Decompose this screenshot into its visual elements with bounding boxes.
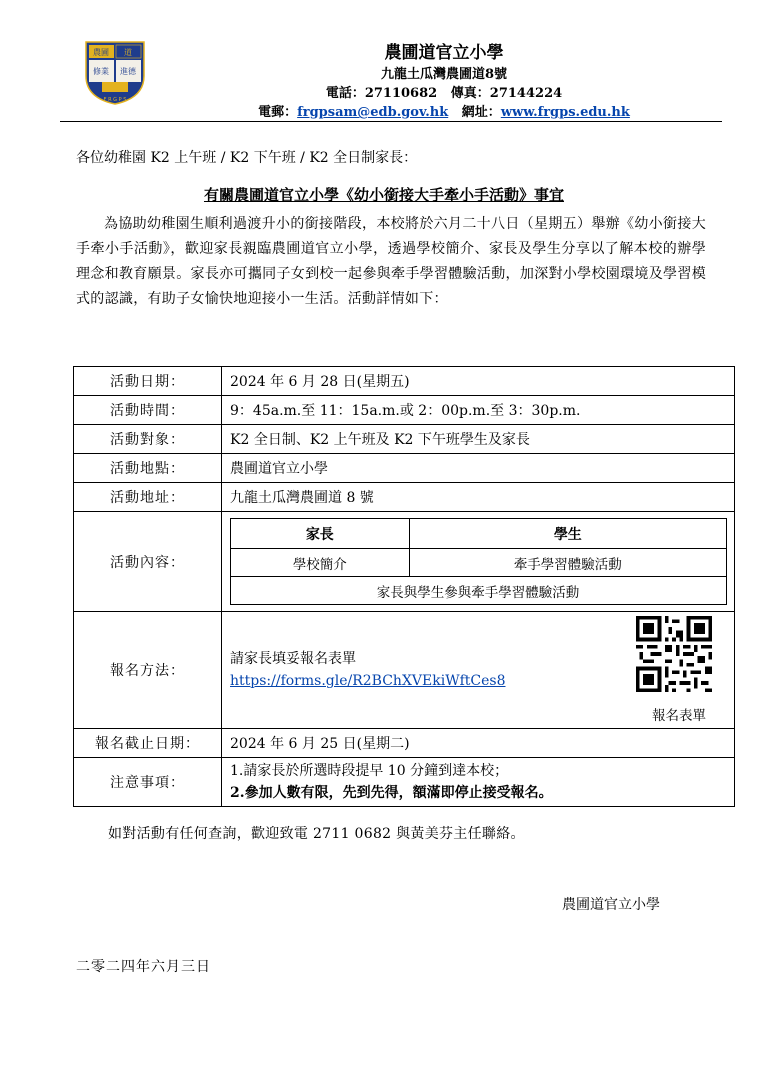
venue-value: 農圃道官立小學 <box>222 454 735 483</box>
target-value: K2 全日制、K2 上午班及 K2 下午班學生及家長 <box>222 425 735 454</box>
address-value: 九龍土瓜灣農圃道 8 號 <box>222 483 735 512</box>
enquiry-text: 如對活動有任何查詢，歡迎致電 2711 0682 與黃美芬主任聯絡。 <box>108 826 525 842</box>
deadline-label: 報名截止日期： <box>74 729 222 758</box>
website-label: 網址： <box>461 105 501 120</box>
table-row <box>74 483 735 512</box>
table-row <box>74 454 735 483</box>
student-item: 牽手學習體驗活動 <box>410 549 726 577</box>
signer: 農圃道官立小學 <box>562 897 660 913</box>
fax-number: 27144224 <box>489 86 563 101</box>
note-1: 1.請家長於所選時段提早 10 分鐘到達本校； <box>230 763 509 779</box>
deadline-value: 2024 年 6 月 25 日(星期二) <box>222 729 735 758</box>
notes-cell <box>222 758 735 807</box>
school-name: 農圃道官立小學 <box>384 43 504 63</box>
logo-text-top-left: 農圃 <box>93 48 109 57</box>
content-cell <box>222 512 735 612</box>
registration-form-link[interactable]: https://forms.gle/R2BChXVEkiWftCes8 <box>230 673 506 689</box>
table-row <box>74 612 735 729</box>
register-text: 請家長填妥報名表單 <box>230 651 356 667</box>
date-value: 2024 年 6 月 28 日(星期五) <box>222 367 735 396</box>
target-label: 活動對象： <box>74 425 222 454</box>
phone-number: 27110682 <box>364 86 438 101</box>
qr-caption: 報名表單 <box>652 708 706 724</box>
parent-item: 學校簡介 <box>230 549 410 577</box>
table-row <box>230 549 726 577</box>
table-row <box>74 425 735 454</box>
table-row <box>74 729 735 758</box>
time-value: 9：45a.m.至 11：15a.m.或 2：00p.m.至 3：30p.m. <box>222 396 735 425</box>
qr-code-icon[interactable] <box>636 616 712 692</box>
logo-text-bottom-left: 修業 <box>93 67 109 76</box>
register-label: 報名方法： <box>74 612 222 729</box>
email-web-line <box>60 101 768 120</box>
phone-fax-line <box>60 82 768 101</box>
table-row <box>74 758 735 807</box>
content-label: 活動內容： <box>74 512 222 612</box>
salutation: 各位幼稚園 K2 上午班 / K2 下午班 / K2 全日制家長： <box>76 150 418 166</box>
header-divider <box>60 121 722 122</box>
website-link[interactable]: www.frgps.edu.hk <box>500 105 630 120</box>
note-2: 2.參加人數有限，先到先得，額滿即停止接受報名。 <box>230 785 553 801</box>
fax-label: 傳真： <box>450 86 490 101</box>
letter-subject: 有關農圃道官立小學《幼小銜接大手牽小手活動》事宜 <box>203 186 564 204</box>
intro-paragraph: 為協助幼稚園生順利過渡升小的銜接階段，本校將於六月二十八日（星期五）舉辦《幼小銜接大手牽小手活動》，歡迎家長親臨農圃道官立小學，透過學校簡介、家長及學生分享以了解本校的辦學理念和教育願景。家長亦可攜同子女到校一起參與牽手學習體驗活動，加深對小學校園環境及學習模式的認識，有助子女愉快地迎接小一生活。活動詳情如下： <box>76 216 706 307</box>
table-row <box>74 367 735 396</box>
table-row <box>74 512 735 612</box>
address-label: 活動地址： <box>74 483 222 512</box>
content-subtable <box>230 518 727 605</box>
email-label: 電郵： <box>258 105 298 120</box>
column-header-student: 學生 <box>410 519 726 549</box>
activity-details-table <box>73 366 735 807</box>
notes-label: 注意事項： <box>74 758 222 807</box>
table-row <box>230 577 726 605</box>
column-header-parent: 家長 <box>230 519 410 549</box>
email-link[interactable]: frgpsam@edb.gov.hk <box>297 105 449 120</box>
table-row <box>74 396 735 425</box>
letter-date: 二零二四年六月三日 <box>76 959 211 975</box>
date-label: 活動日期： <box>74 367 222 396</box>
logo-text-top-right: 道 <box>124 48 132 57</box>
register-cell <box>222 612 735 729</box>
school-address: 九龍土瓜灣農圃道8號 <box>380 67 508 82</box>
joint-item: 家長與學生參與牽手學習體驗活動 <box>230 577 726 605</box>
logo-text-bottom-right: 進德 <box>120 67 136 76</box>
table-row <box>230 519 726 549</box>
time-label: 活動時間： <box>74 396 222 425</box>
logo-banner-text: F R G P S <box>103 97 127 103</box>
phone-label: 電話： <box>325 86 365 101</box>
venue-label: 活動地點： <box>74 454 222 483</box>
